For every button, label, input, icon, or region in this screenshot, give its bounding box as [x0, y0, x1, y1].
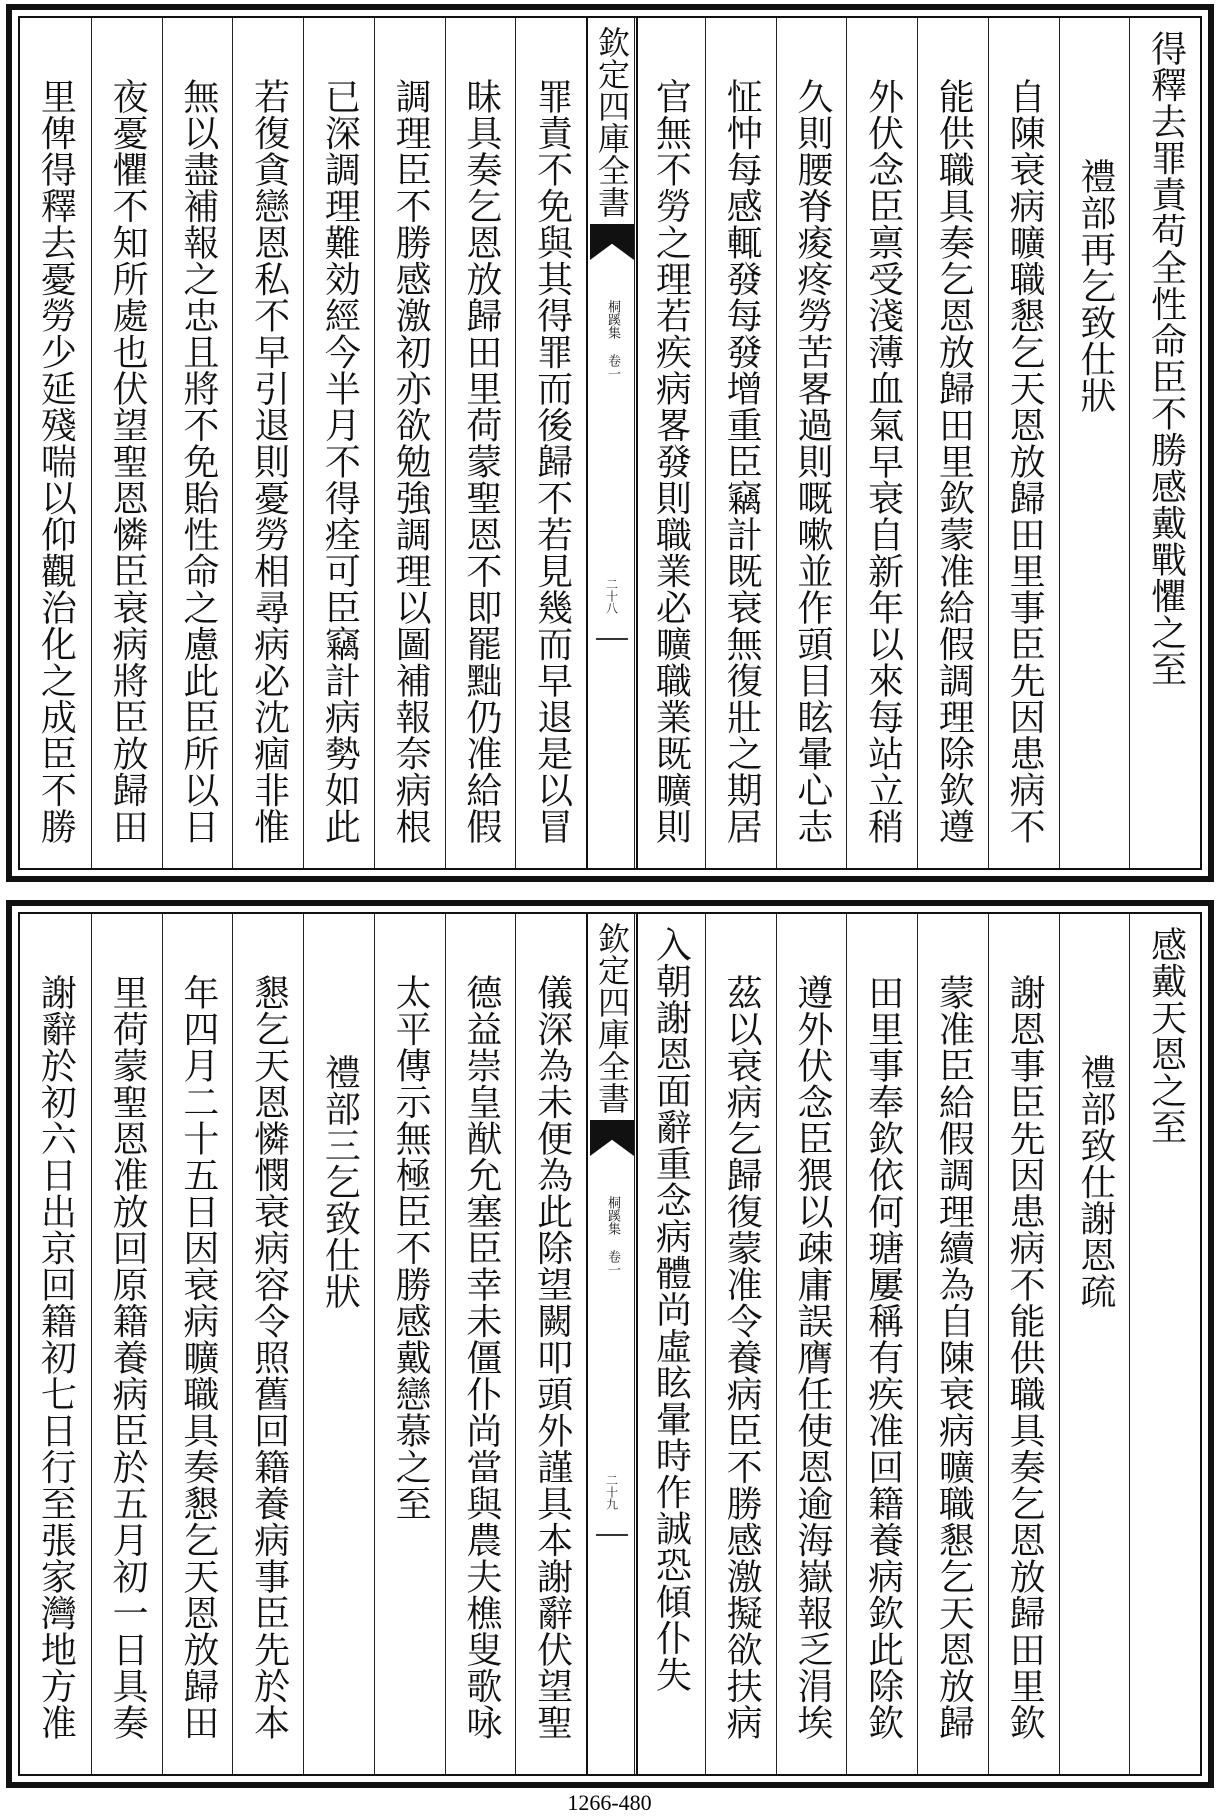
top-text-column	[374, 18, 446, 868]
top-text-column	[303, 18, 375, 868]
column-text: 謝辭於初六日出京回籍初七日行至張家灣地方准	[35, 974, 77, 1741]
column-text: 里俾得釋去憂勞少延殘喘以仰觀治化之成臣不勝	[35, 78, 77, 845]
column-text: 能供職具奏乞恩放歸田里欽蒙准給假調理除欽遵	[933, 78, 975, 845]
top-text-column	[162, 18, 234, 868]
bottom-text-column	[1129, 914, 1201, 1774]
bottom-text-column	[162, 914, 234, 1774]
bottom-text-column	[1059, 914, 1131, 1774]
bottom-text-column	[374, 914, 446, 1774]
bottom-text-column	[846, 914, 918, 1774]
page-footer-number: 1266-480	[567, 1790, 652, 1815]
column-text: 自陳衰病曠職懇乞天恩放歸田里事臣先因患病不	[1004, 78, 1046, 845]
column-text: 調理臣不勝感激初亦欲勉強調理以圖補報奈病根	[390, 78, 432, 845]
top-text-column	[91, 18, 163, 868]
top-text-column	[634, 18, 706, 868]
column-text: 禮部三乞致仕狀	[319, 1054, 361, 1310]
column-text: 茲以衰病乞歸復蒙准令養病臣不勝感激擬欲扶病	[721, 974, 763, 1741]
bottom-text-column	[303, 914, 375, 1774]
top-page-frame	[18, 16, 1202, 870]
bottom-text-column	[232, 914, 304, 1774]
column-text: 入朝謝恩面辭重念病體尚虛眩暈時作誠恐傾仆失	[650, 926, 692, 1693]
column-text: 德益崇皇猷允塞臣幸未僵仆尚當與農夫樵叟歌咏	[460, 974, 502, 1741]
bottom-text-column	[705, 914, 777, 1774]
column-text: 太平傳示無極臣不勝感戴戀慕之至	[390, 974, 432, 1522]
column-text: 久則腰脊痠疼勞苦畧過則嘅嗽並作頭目眩暈心志	[791, 78, 833, 845]
column-text: 儀深為未便為此除望闕叩頭外謹具本謝辭伏望聖	[531, 974, 573, 1741]
gutter-book-title: 桐蹊集 卷一	[605, 300, 620, 380]
bottom-text-column	[445, 914, 517, 1774]
column-text: 感戴天恩之至	[1145, 926, 1187, 1145]
top-text-column	[445, 18, 517, 868]
bottom-text-column	[91, 914, 163, 1774]
column-text: 蒙准臣給假調理續為自陳衰病曠職懇乞天恩放歸	[933, 974, 975, 1741]
column-text: 禮部再乞致仕狀	[1074, 158, 1116, 414]
column-text: 官無不勞之理若疾病畧發則職業必曠職業既曠則	[650, 78, 692, 845]
column-text: 懇乞天恩憐憫衰病容令照舊回籍養病事臣先於本	[248, 974, 290, 1741]
bottom-text-column	[20, 914, 91, 1774]
column-text: 禮部致仕謝恩疏	[1074, 1054, 1116, 1310]
column-text: 得釋去罪責苟全性命臣不勝感戴戰懼之至	[1145, 30, 1187, 687]
gutter-page-number: 二十八	[604, 578, 619, 614]
top-text-column	[1059, 18, 1131, 868]
column-text: 夜憂懼不知所處也伏望聖恩憐臣衰病將臣放歸田	[107, 78, 149, 845]
column-text: 若復貪戀恩私不早引退則憂勞相尋病必沈痼非惟	[248, 78, 290, 845]
top-text-column	[705, 18, 777, 868]
bottom-text-column	[988, 914, 1060, 1774]
bottom-page-frame	[18, 912, 1202, 1776]
gutter-rule	[596, 1534, 628, 1536]
top-text-column	[846, 18, 918, 868]
column-text: 昧具奏乞恩放歸田里荷蒙聖恩不即罷黜仍准給假	[460, 78, 502, 845]
column-text: 無以盡補報之忠且將不免貽性命之慮此臣所以日	[177, 78, 219, 845]
column-text: 謝恩事臣先因患病不能供職具奏乞恩放歸田里欽	[1004, 974, 1046, 1741]
top-text-column	[515, 18, 587, 868]
top-text-column	[1129, 18, 1201, 868]
top-center-gutter	[586, 18, 638, 868]
gutter-page-number: 二十九	[604, 1474, 619, 1510]
fishtail-ornament-icon	[590, 1120, 634, 1156]
top-text-column	[776, 18, 848, 868]
column-text: 外伏念臣禀受淺薄血氣早衰自新年以來每站立稍	[862, 78, 904, 845]
bottom-text-column	[776, 914, 848, 1774]
gutter-title: 欽定四庫全書	[593, 26, 631, 218]
column-text: 罪責不免與其得罪而後歸不若見幾而早退是以冒	[531, 78, 573, 845]
column-text: 怔忡每感輒發每發增重臣竊計既衰無復壯之期居	[721, 78, 763, 845]
top-page	[6, 4, 1214, 882]
fishtail-ornament-icon	[590, 224, 634, 260]
column-text: 年四月二十五日因衰病曠職具奏懇乞天恩放歸田	[177, 974, 219, 1741]
top-text-column	[20, 18, 91, 868]
gutter-book-title: 桐蹊集 卷一	[605, 1196, 620, 1276]
bottom-text-column	[634, 914, 706, 1774]
column-text: 已深調理難効經今半月不得痊可臣竊計病勢如此	[319, 78, 361, 845]
top-text-column	[988, 18, 1060, 868]
column-text: 里荷蒙聖恩准放回原籍養病臣於五月初一日具奏	[107, 974, 149, 1741]
column-text: 遵外伏念臣猥以疎庸誤膺任使恩逾海嶽報乏涓埃	[791, 974, 833, 1741]
top-text-column	[917, 18, 989, 868]
gutter-rule	[596, 638, 628, 640]
gutter-title: 欽定四庫全書	[593, 922, 631, 1114]
top-text-column	[232, 18, 304, 868]
bottom-text-column	[917, 914, 989, 1774]
column-text: 田里事奉欽依何瑭屢稱有疾准回籍養病欽此除欽	[862, 974, 904, 1741]
bottom-text-column	[515, 914, 587, 1774]
bottom-center-gutter	[586, 914, 638, 1774]
bottom-page	[6, 900, 1214, 1788]
